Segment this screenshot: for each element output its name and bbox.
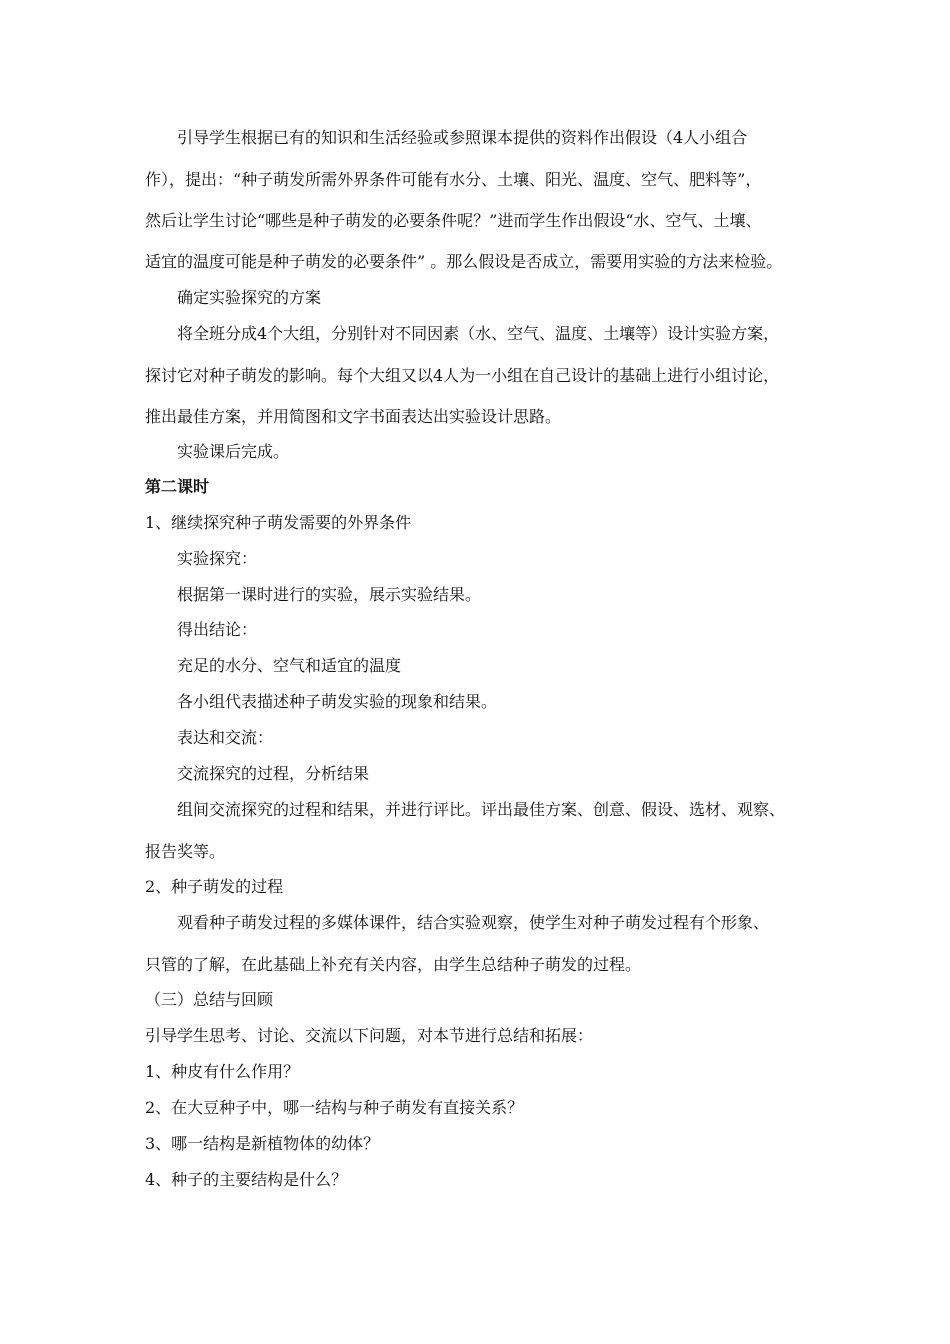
list-item: 3、哪一结构是新植物体的幼体？ <box>145 1134 380 1153</box>
section-heading: 第二课时 <box>145 477 210 496</box>
paragraph-line: 组间交流探究的过程和结果，并进行评比。评出最佳方案、创意、假设、选材、观察、 <box>177 800 786 819</box>
paragraph-line: 作），提出：“种子萌发所需外界条件可能有水分、土壤、阳光、温度、空气、肥料等”， <box>145 170 762 189</box>
list-item: 4、种子的主要结构是什么？ <box>145 1170 348 1189</box>
paragraph-line: 表达和交流： <box>177 728 274 747</box>
paragraph-line: 观看种子萌发过程的多媒体课件，结合实验观察，使学生对种子萌发过程有个形象、 <box>177 913 770 932</box>
paragraph-line: 引导学生思考、讨论、交流以下问题，对本节进行总结和拓展： <box>145 1026 594 1045</box>
paragraph-line: 实验探究： <box>177 549 258 568</box>
paragraph-line: 得出结论： <box>177 620 258 639</box>
list-item: 1、继续探究种子萌发需要的外界条件 <box>145 513 412 532</box>
paragraph-line: 推出最佳方案，并用简图和文字书面表达出实验设计思路。 <box>145 407 562 426</box>
paragraph-line: 报告奖等。 <box>145 842 226 861</box>
list-item: 2、在大豆种子中，哪一结构与种子萌发有直接关系？ <box>145 1098 524 1117</box>
paragraph-line: 引导学生根据已有的知识和生活经验或参照课本提供的资料作出假设（4人小组合 <box>177 128 748 147</box>
paragraph-line: 交流探究的过程，分析结果 <box>177 764 370 783</box>
paragraph-line: 探讨它对种子萌发的影响。每个大组又以4人为一小组在自己设计的基础上进行小组讨论， <box>145 366 780 385</box>
paragraph-line: 实验课后完成。 <box>177 442 290 461</box>
paragraph-line: 充足的水分、空气和适宜的温度 <box>177 656 402 675</box>
paragraph-line: 将全班分成4个大组，分别针对不同因素（水、空气、温度、土壤等）设计实验方案， <box>177 324 780 343</box>
paragraph-line: 然后让学生讨论“哪些是种子萌发的必要条件呢？”进而学生作出假设“水、空气、土壤、 <box>145 211 762 230</box>
paragraph-line: 根据第一课时进行的实验，展示实验结果。 <box>177 585 482 604</box>
list-item: 1、种皮有什么作用？ <box>145 1062 300 1081</box>
paragraph-line: 适宜的温度可能是种子萌发的必要条件” 。那么假设是否成立，需要用实验的方法来检验。 <box>145 252 783 271</box>
paragraph-line: 确定实验探究的方案 <box>177 288 322 307</box>
paragraph-line: 各小组代表描述种子萌发实验的现象和结果。 <box>177 692 498 711</box>
paragraph-line: 只管的了解，在此基础上补充有关内容，由学生总结种子萌发的过程。 <box>145 955 642 974</box>
section-heading: （三）总结与回顾 <box>145 990 274 1009</box>
list-item: 2、种子萌发的过程 <box>145 877 284 896</box>
